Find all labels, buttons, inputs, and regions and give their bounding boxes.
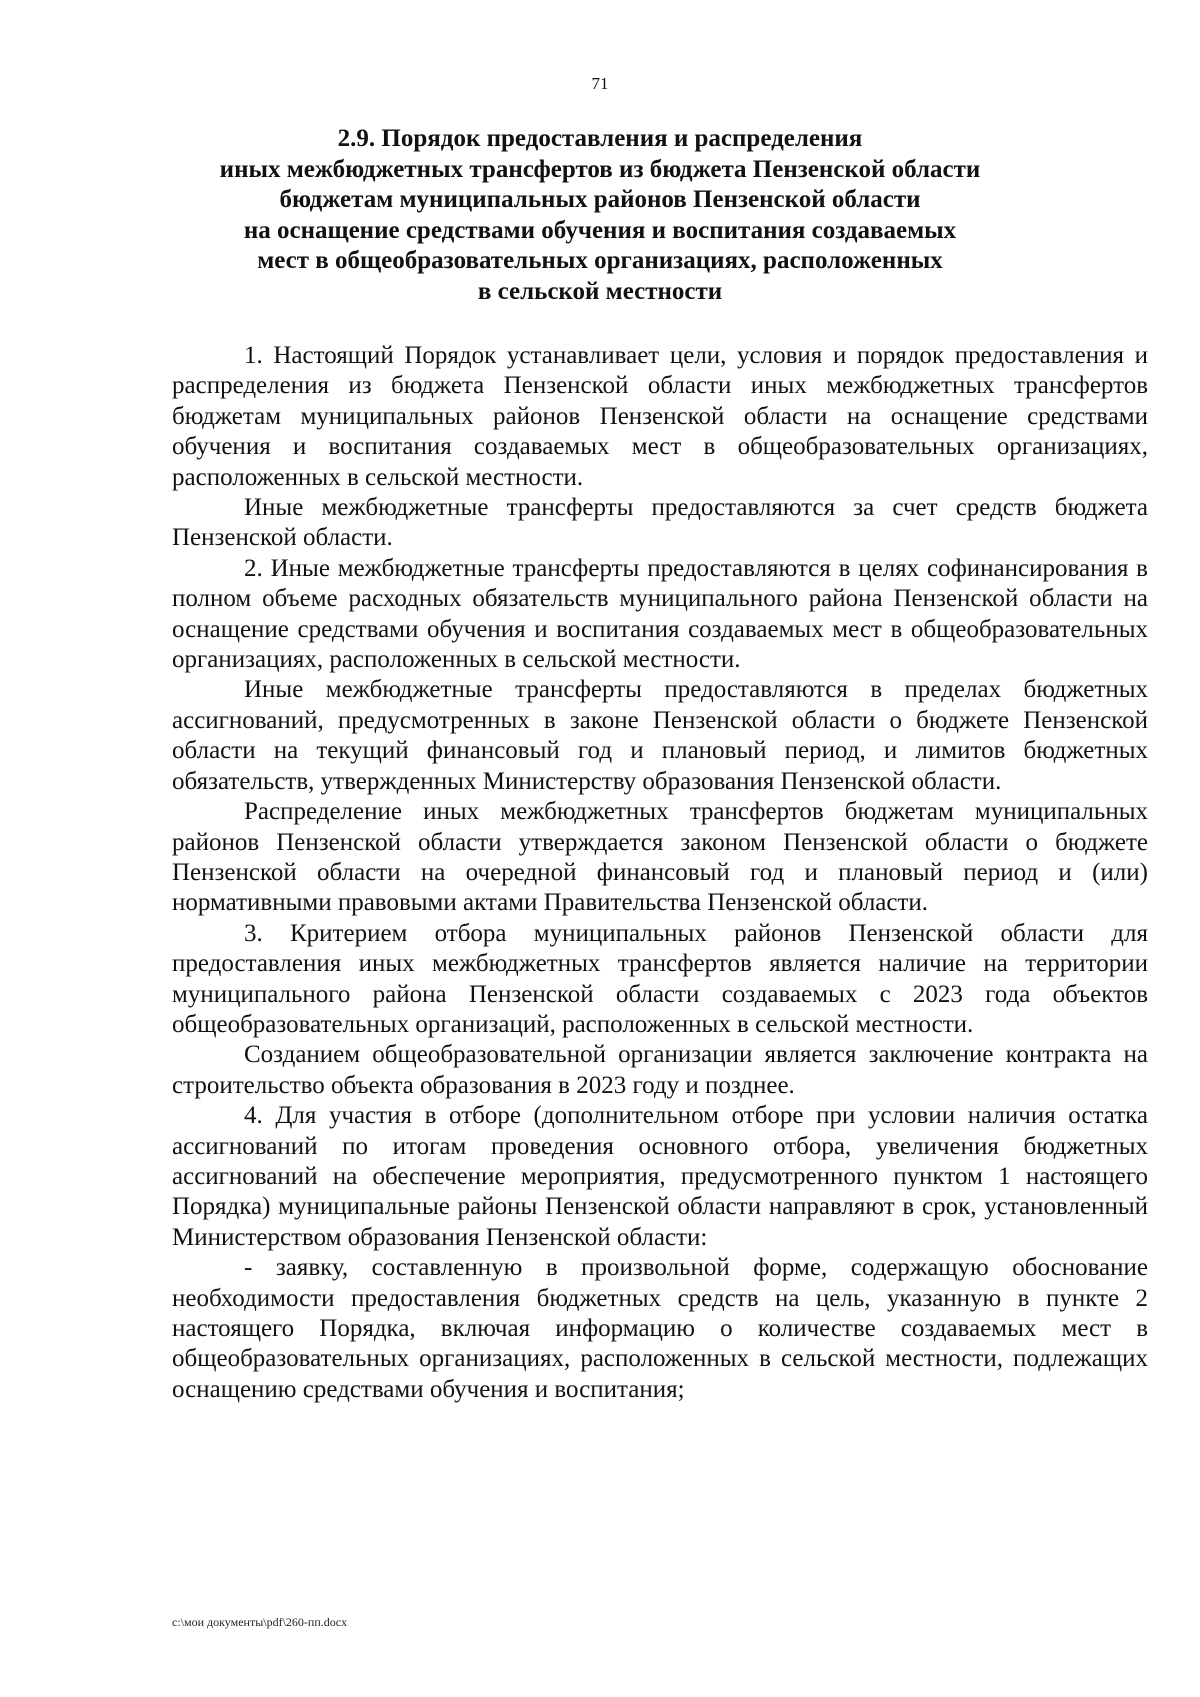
heading-line: на оснащение средствами обучения и воспитания создаваемых bbox=[243, 216, 957, 244]
paragraph-item-3: 3. Критерием отбора муниципальных районов Пензенской области для предоставления иных межбюджетных трансфертов является наличие на территории муниципального района Пензенской области создаваемых с 2023 года объектов общеобразовательных организаций, расположенных в сельской местности. bbox=[172, 919, 1148, 1038]
heading-line: 2.9. Порядок предоставления и распределения bbox=[337, 125, 863, 152]
page-number: 71 bbox=[591, 74, 609, 93]
heading-line: бюджетам муниципальных районов Пензенской области bbox=[279, 186, 921, 213]
paragraph-budget-limits: Иные межбюджетные трансферты предоставляются в пределах бюджетных ассигнований, предусмотренных в законе Пензенской области о бюджете Пензенской области на текущий финансовый год и плановый период, и лимитов бюджетных обязательств, утвержденных Министерству образования Пензенской области. bbox=[172, 676, 1148, 795]
section-heading bbox=[160, 124, 1040, 307]
paragraph-item-2: 2. Иные межбюджетные трансферты предоставляются в целях софинансирования в полном объеме расходных обязательств муниципального района Пензенской области на оснащение средствами обучения и воспитания создаваемых мест в общеобразовательных организациях, расположенных в сельской местности. bbox=[172, 554, 1148, 674]
heading-line: в сельской местности bbox=[477, 277, 723, 305]
heading-line: иных межбюджетных трансфертов из бюджета Пензенской области bbox=[219, 155, 981, 183]
paragraph-creation-definition: Созданием общеобразовательной организации является заключение контракта на строительство объекта образования в 2023 году и позднее. bbox=[172, 1041, 1148, 1099]
document-body bbox=[172, 341, 1148, 1405]
paragraph-distribution: Распределение иных межбюджетных трансфертов бюджетам муниципальных районов Пензенской области утверждается законом Пензенской области о бюджете Пензенской области на очередной финансовый год и плановый период и (или) нормативными правовыми актами Правительства Пензенской области. bbox=[172, 798, 1148, 917]
paragraph-application-bullet: - заявку, составленную в произвольной форме, содержащую обоснование необходимости предоставления бюджетных средств на цель, указанную в пункте 2 настоящего Порядка, включая информацию о количестве создаваемых мест в общеобразовательных организациях, расположенных в сельской местности, подлежащих оснащению средствами обучения и воспитания; bbox=[172, 1254, 1148, 1403]
paragraph-item-1: 1. Настоящий Порядок устанавливает цели, условия и порядок предоставления и распределения из бюджета Пензенской области иных межбюджетных трансфертов бюджетам муниципальных районов Пензенской области на оснащение средствами обучения и воспитания создаваемых мест в общеобразовательных организациях, расположенных в сельской местности. bbox=[172, 342, 1148, 491]
paragraph-item-4: 4. Для участия в отборе (дополнительном отборе при условии наличия остатка ассигнований по итогам проведения основного отбора, увеличения бюджетных ассигнований на обеспечение мероприятия, предусмотренного пунктом 1 настоящего Порядка) муниципальные районы Пензенской области направляют в срок, установленный Министерством образования Пензенской области: bbox=[172, 1102, 1148, 1251]
paragraph-funding-source: Иные межбюджетные трансферты предоставляются за счет средств бюджета Пензенской области. bbox=[172, 494, 1148, 552]
heading-line: мест в общеобразовательных организациях, расположенных bbox=[257, 247, 943, 274]
footer-file-path: c:\мои документы\pdf\260-пп.docx bbox=[172, 1615, 348, 1629]
